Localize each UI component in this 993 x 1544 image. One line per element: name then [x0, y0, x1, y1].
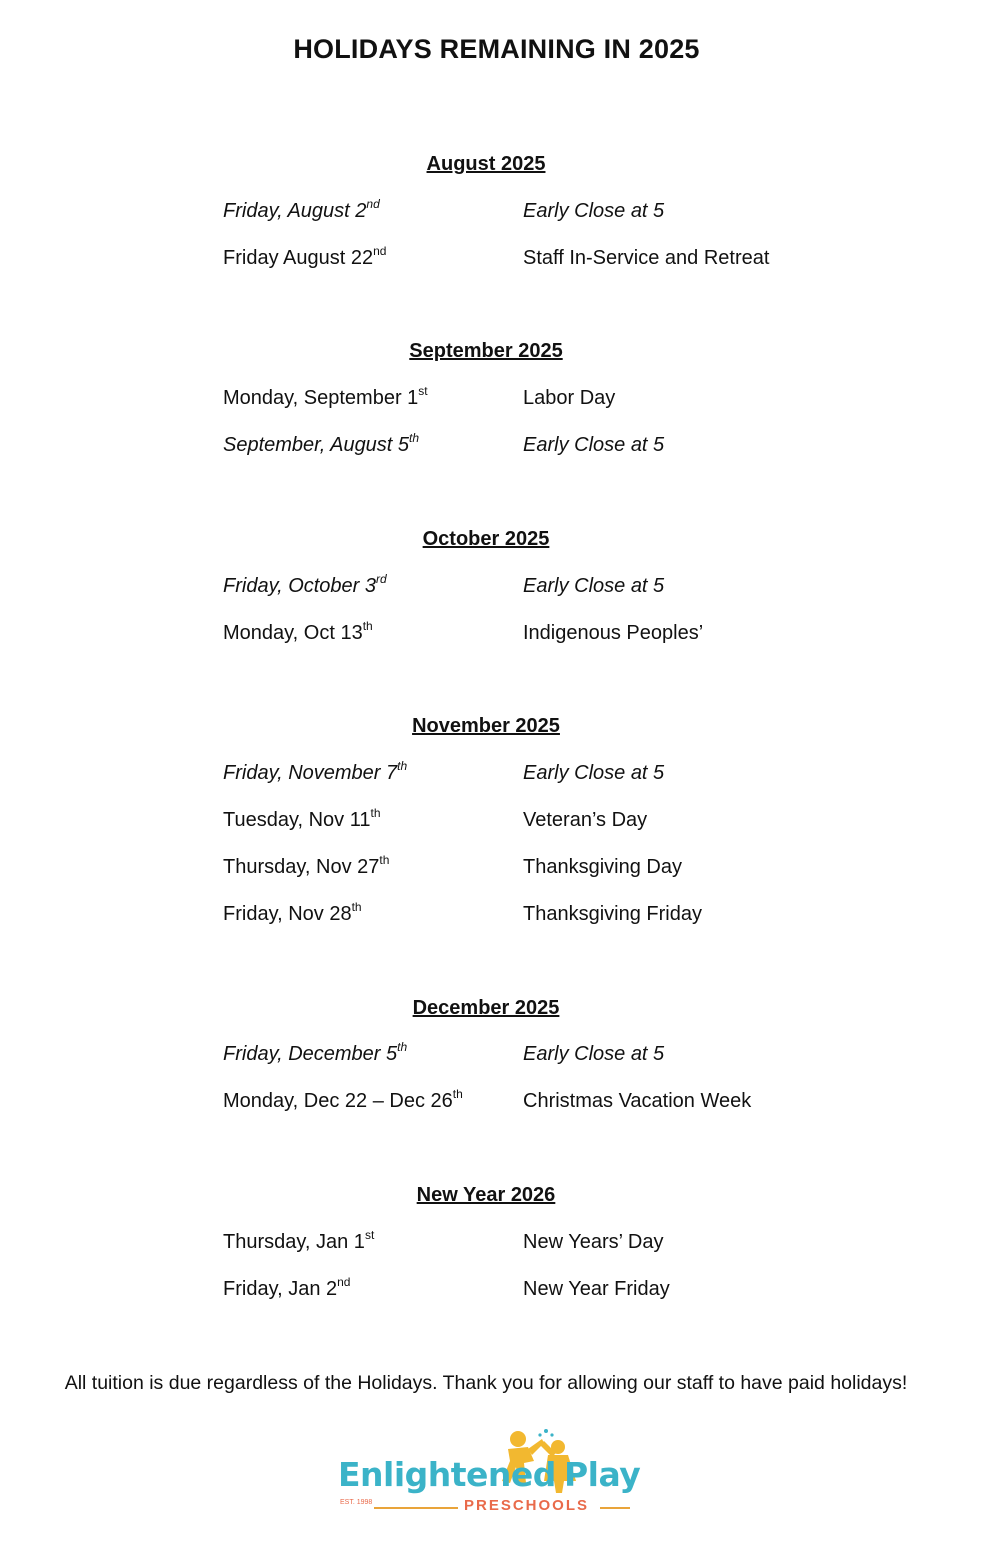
- holiday-event: New Year Friday: [523, 1278, 670, 1300]
- holiday-row: [223, 244, 843, 275]
- holiday-row: [223, 1275, 843, 1306]
- holiday-date: [223, 431, 420, 457]
- ordinal-suffix: st: [418, 384, 428, 398]
- holiday-event: Early Close at 5: [523, 434, 665, 456]
- holiday-event: Early Close at 5: [523, 200, 665, 222]
- holiday-row: [223, 619, 843, 650]
- holiday-row: [223, 853, 843, 884]
- enlightened-play-logo: [334, 1425, 641, 1520]
- holiday-event: Staff In-Service and Retreat: [523, 247, 770, 269]
- holiday-row: [223, 1228, 843, 1259]
- logo-divider-left: [374, 1507, 458, 1509]
- holiday-date: [223, 806, 381, 832]
- logo-word-play: Play: [564, 1455, 641, 1494]
- holiday-date-text: Friday, Jan 2: [223, 1278, 338, 1300]
- month-heading: October 2025: [422, 528, 550, 550]
- holiday-date-text: Monday, Dec 22 – Dec 26: [223, 1090, 453, 1112]
- holiday-row: [223, 806, 843, 837]
- holiday-row: [223, 197, 843, 228]
- holiday-date: [223, 197, 380, 223]
- holiday-event: Thanksgiving Friday: [523, 903, 702, 925]
- holiday-date-text: September, August 5: [223, 434, 410, 456]
- ordinal-suffix: th: [362, 619, 373, 633]
- tuition-footer-note: All tuition is due regardless of the Holidays. Thank you for allowing our staff to have paid holidays!: [64, 1372, 908, 1394]
- holiday-date: [223, 244, 387, 270]
- holiday-date: [223, 1040, 408, 1066]
- logo-word-enlightened: Enlightened: [338, 1455, 556, 1494]
- holiday-date: [223, 572, 387, 598]
- holiday-date: [223, 1275, 351, 1301]
- holiday-date-text: Friday, October 3: [223, 575, 377, 597]
- ordinal-suffix: nd: [373, 244, 387, 258]
- holiday-date: [223, 1087, 463, 1113]
- logo-established: EST. 1998: [340, 1499, 373, 1506]
- logo-divider-right: [600, 1507, 630, 1509]
- holiday-date: [223, 900, 362, 926]
- holiday-row: [223, 572, 843, 603]
- holiday-event: Labor Day: [523, 387, 616, 409]
- holiday-row: [223, 1087, 843, 1118]
- holiday-date-text: Monday, Oct 13: [223, 622, 363, 644]
- ordinal-suffix: th: [452, 1087, 463, 1101]
- logo-wordmark: [338, 1455, 641, 1494]
- holiday-event: Indigenous Peoples’: [523, 622, 704, 644]
- ordinal-suffix: th: [397, 1040, 408, 1054]
- ordinal-suffix: th: [397, 759, 408, 773]
- logo-subtitle: PRESCHOOLS: [464, 1497, 590, 1514]
- holiday-date: [223, 619, 373, 645]
- holiday-event: Christmas Vacation Week: [523, 1090, 752, 1112]
- month-heading: December 2025: [412, 997, 560, 1019]
- holiday-event: Early Close at 5: [523, 1043, 665, 1065]
- month-heading: September 2025: [409, 340, 563, 362]
- ordinal-suffix: th: [351, 900, 362, 914]
- holiday-row: [223, 384, 843, 415]
- holiday-date-text: Thursday, Jan 1: [223, 1231, 365, 1253]
- ordinal-suffix: nd: [337, 1275, 351, 1289]
- month-heading: November 2025: [412, 715, 560, 737]
- month-heading: August 2025: [426, 153, 546, 175]
- holiday-event: Early Close at 5: [523, 762, 665, 784]
- ordinal-suffix: st: [364, 1228, 375, 1242]
- holiday-row: [223, 759, 843, 790]
- holiday-date-text: Friday, December 5: [223, 1043, 398, 1065]
- holiday-date: [223, 384, 428, 410]
- holiday-date-text: Friday, November 7: [223, 762, 398, 784]
- holiday-event: Veteran’s Day: [523, 809, 648, 831]
- holiday-row: [223, 900, 843, 931]
- holiday-event: Thanksgiving Day: [523, 856, 682, 878]
- ordinal-suffix: nd: [366, 197, 380, 211]
- holiday-row: [223, 1040, 843, 1071]
- holiday-date: [223, 759, 408, 785]
- holiday-date-text: Friday, Nov 28: [223, 903, 352, 925]
- holiday-event: New Years’ Day: [523, 1231, 664, 1253]
- holiday-date: [223, 853, 390, 879]
- ordinal-suffix: th: [379, 853, 390, 867]
- month-heading: New Year 2026: [416, 1184, 556, 1206]
- page-title: HOLIDAYS REMAINING IN 2025: [293, 34, 700, 64]
- ordinal-suffix: rd: [376, 572, 387, 586]
- holiday-row: [223, 431, 843, 462]
- holiday-date-text: Friday, August 2: [223, 200, 367, 222]
- holiday-event: Early Close at 5: [523, 575, 665, 597]
- holiday-date-text: Friday August 22: [223, 247, 374, 269]
- holiday-date-text: Thursday, Nov 27: [223, 856, 380, 878]
- holiday-date: [223, 1228, 375, 1254]
- ordinal-suffix: th: [370, 806, 381, 820]
- holiday-date-text: Tuesday, Nov 11: [223, 809, 371, 831]
- ordinal-suffix: th: [409, 431, 420, 445]
- holiday-date-text: Monday, September 1: [223, 387, 419, 409]
